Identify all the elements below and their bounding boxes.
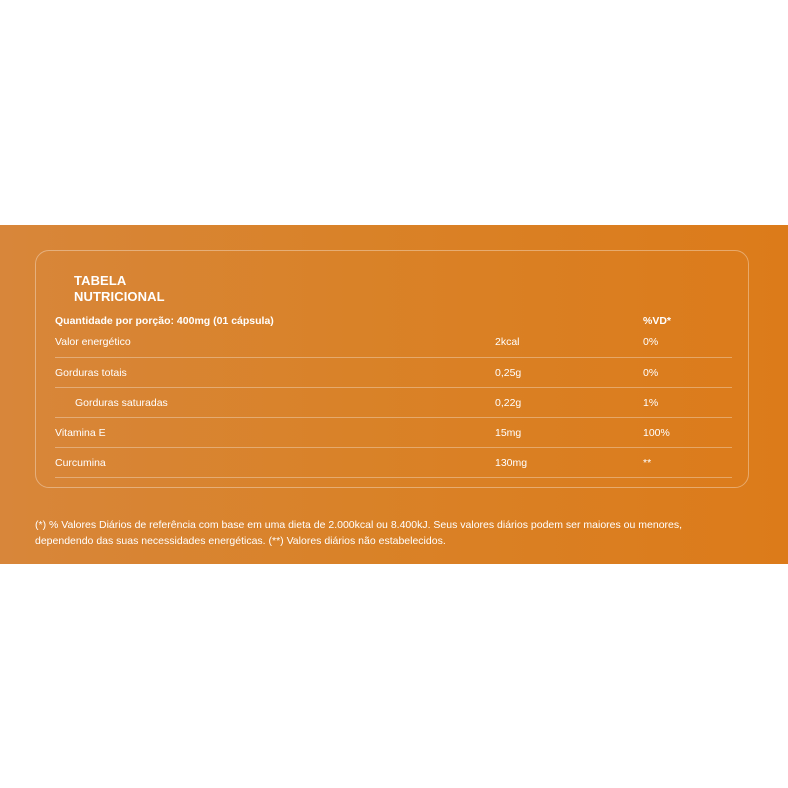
header-vd: %VD* xyxy=(643,315,672,327)
footnote-text: (*) % Valores Diários de referência com base em uma dieta de 2.000kcal ou 8.400kJ. Seus valores diários podem ser maiores ou menores, dependendo das suas necessidades energéticas. (**) Valores diários não estabelecidos. xyxy=(35,519,683,547)
nutrition-table xyxy=(55,307,732,478)
row-amount: 15mg xyxy=(495,426,522,439)
table-row xyxy=(55,327,732,358)
nutrition-table-card xyxy=(35,250,749,488)
row-name: Vitamina E xyxy=(55,426,106,439)
table-row xyxy=(55,388,732,418)
nutrition-section xyxy=(0,225,788,564)
row-amount: 0,25g xyxy=(495,366,522,379)
row-vd: ** xyxy=(643,456,652,469)
header-portion: Quantidade por porção: 400mg (01 cápsula) xyxy=(55,315,274,327)
nutrition-table-title: TABELA NUTRICIONAL xyxy=(74,273,165,304)
row-amount: 0,22g xyxy=(495,396,522,409)
table-row xyxy=(55,358,732,388)
row-name: Valor energético xyxy=(55,336,131,348)
row-name: Curcumina xyxy=(55,456,106,469)
row-amount: 130mg xyxy=(495,456,528,469)
table-row xyxy=(55,418,732,448)
row-vd: 0% xyxy=(643,336,659,348)
table-row xyxy=(55,448,732,478)
row-name: Gorduras saturadas xyxy=(75,396,168,409)
row-vd: 1% xyxy=(643,396,659,409)
row-name: Gorduras totais xyxy=(55,366,127,379)
table-header-row xyxy=(55,307,732,327)
row-vd: 100% xyxy=(643,426,670,439)
row-amount: 2kcal xyxy=(495,336,520,348)
row-vd: 0% xyxy=(643,366,659,379)
